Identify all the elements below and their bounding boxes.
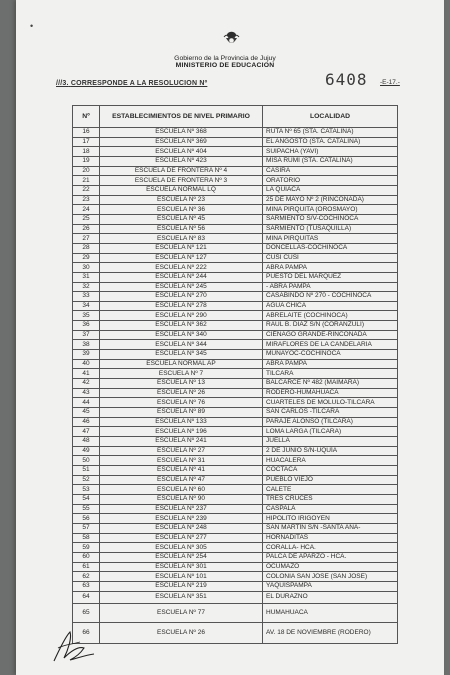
- page-reference: ///3.: [56, 80, 69, 87]
- row-locality: OCUMAZO: [263, 562, 398, 572]
- row-number: 49: [73, 446, 100, 456]
- margin-mark: •: [30, 21, 34, 31]
- row-number: 47: [73, 427, 100, 437]
- row-establishment: ESCUELA Nº 26: [100, 388, 263, 398]
- table-row: [73, 504, 398, 514]
- row-number: 45: [73, 408, 100, 418]
- table-row: [73, 514, 398, 524]
- row-locality: CUARTELES DE MOLULO-TILCARA: [263, 398, 398, 408]
- row-establishment: ESCUELA Nº 77: [100, 603, 263, 622]
- row-establishment: ESCUELA Nº 222: [100, 263, 263, 273]
- row-number: 32: [73, 282, 100, 292]
- table-row: [73, 437, 398, 447]
- row-locality: PUESTO DEL MARQUEZ: [263, 272, 398, 282]
- row-number: 16: [73, 128, 100, 138]
- row-locality: HUMAHUACA: [263, 603, 398, 622]
- row-locality: EL DURAZNO: [263, 591, 398, 603]
- row-establishment: ESCUELA Nº 369: [100, 137, 263, 147]
- row-establishment: ESCUELA Nº 219: [100, 581, 263, 591]
- row-locality: - ABRA PAMPA: [263, 282, 398, 292]
- row-number: 33: [73, 292, 100, 302]
- row-number: 23: [73, 195, 100, 205]
- table-row: [73, 301, 398, 311]
- row-locality: SARMIENTO (TUSAQUILLA): [263, 224, 398, 234]
- table-row: [73, 128, 398, 138]
- row-establishment: ESCUELA Nº 83: [100, 234, 263, 244]
- row-number: 58: [73, 533, 100, 543]
- row-locality: YAQUISPAMPA: [263, 581, 398, 591]
- row-establishment: ESCUELA Nº 31: [100, 456, 263, 466]
- table-row: [73, 552, 398, 562]
- table-row: [73, 369, 398, 379]
- row-establishment: ESCUELA Nº 368: [100, 128, 263, 138]
- row-locality: ORATORIO: [263, 176, 398, 186]
- table-row: [73, 330, 398, 340]
- row-locality: 25 DE MAYO Nº 2 (RINCONADA): [263, 195, 398, 205]
- row-locality: RUTA Nº 65 (STA. CATALINA): [263, 128, 398, 138]
- row-number: 26: [73, 224, 100, 234]
- table-row: [73, 622, 398, 643]
- table-row: [73, 398, 398, 408]
- row-number: 53: [73, 485, 100, 495]
- row-number: 30: [73, 263, 100, 273]
- row-locality: TILCARA: [263, 369, 398, 379]
- row-number: 57: [73, 523, 100, 533]
- handwritten-signature: [50, 628, 96, 664]
- row-number: 27: [73, 234, 100, 244]
- resolution-line: [56, 80, 207, 87]
- row-establishment: ESCUELA Nº 89: [100, 408, 263, 418]
- government-name: Gobierno de la Provincia de Jujuy: [174, 55, 276, 62]
- table-row: [73, 263, 398, 273]
- row-establishment: ESCUELA Nº 351: [100, 591, 263, 603]
- table-row: [73, 388, 398, 398]
- row-locality: SAN CARLOS -TILCARA: [263, 408, 398, 418]
- column-header-establishment: ESTABLECIMIENTOS DE NIVEL PRIMARIO: [100, 106, 263, 128]
- row-establishment: ESCUELA Nº 121: [100, 243, 263, 253]
- table-row: [73, 137, 398, 147]
- row-establishment: ESCUELA Nº 340: [100, 330, 263, 340]
- table-row: [73, 485, 398, 495]
- row-number: 18: [73, 147, 100, 157]
- table-row: [73, 446, 398, 456]
- row-establishment: ESCUELA Nº 23: [100, 195, 263, 205]
- row-number: 62: [73, 572, 100, 582]
- row-locality: AGUA CHICA: [263, 301, 398, 311]
- row-establishment: ESCUELA Nº 270: [100, 292, 263, 302]
- row-establishment: ESCUELA Nº 7: [100, 369, 263, 379]
- table-row: [73, 456, 398, 466]
- row-number: 51: [73, 465, 100, 475]
- table-body: [73, 128, 398, 644]
- row-locality: RODERO-HUMAHUACA: [263, 388, 398, 398]
- row-locality: BALCARCE Nº 482 (MAIMARA): [263, 379, 398, 389]
- row-number: 35: [73, 311, 100, 321]
- row-locality: MINA PIRQUITA (OROSMAYO): [263, 205, 398, 215]
- table-row: [73, 292, 398, 302]
- table-row: [73, 340, 398, 350]
- row-locality: COLONIA SAN JOSE (SAN JOSE): [263, 572, 398, 582]
- row-establishment: ESCUELA Nº 423: [100, 156, 263, 166]
- row-locality: COCTACA: [263, 465, 398, 475]
- row-locality: ABRA PAMPA: [263, 263, 398, 273]
- table-row: [73, 205, 398, 215]
- row-establishment: ESCUELA Nº 290: [100, 311, 263, 321]
- table-row: [73, 224, 398, 234]
- row-locality: LA QUIACA: [263, 185, 398, 195]
- row-establishment: ESCUELA Nº 245: [100, 282, 263, 292]
- table-row: [73, 311, 398, 321]
- row-establishment: ESCUELA Nº 60: [100, 485, 263, 495]
- table-row: [73, 166, 398, 176]
- row-locality: MISA RUMI (STA. CATALINA): [263, 156, 398, 166]
- row-number: 59: [73, 543, 100, 553]
- row-establishment: ESCUELA DE FRONTERA Nº 3: [100, 176, 263, 186]
- table-row: [73, 379, 398, 389]
- row-number: 24: [73, 205, 100, 215]
- row-number: 20: [73, 166, 100, 176]
- row-locality: CIÉNAGO GRANDE-RINCONADA: [263, 330, 398, 340]
- table-row: [73, 494, 398, 504]
- row-establishment: ESCUELA DE FRONTERA Nº 4: [100, 166, 263, 176]
- row-number: 22: [73, 185, 100, 195]
- row-establishment: ESCUELA Nº 27: [100, 446, 263, 456]
- row-locality: 2 DE JUNIO S/N-UQUÍA: [263, 446, 398, 456]
- row-establishment: ESCUELA Nº 278: [100, 301, 263, 311]
- table-row: [73, 185, 398, 195]
- row-locality: CASABINDO Nº 270 - COCHINOCA: [263, 292, 398, 302]
- row-locality: HORNADITAS: [263, 533, 398, 543]
- table-row: [73, 253, 398, 263]
- table-row: [73, 176, 398, 186]
- row-establishment: ESCUELA Nº 13: [100, 379, 263, 389]
- row-locality: LOMA LARGA (TILCARA): [263, 427, 398, 437]
- table-row: [73, 214, 398, 224]
- row-locality: DONCELLAS-COCHINOCA: [263, 243, 398, 253]
- table-row: [73, 282, 398, 292]
- row-locality: PARAJE ALONSO (TILCARA): [263, 417, 398, 427]
- row-locality: ABRELAITE (COCHINOCA): [263, 311, 398, 321]
- row-establishment: ESCUELA Nº 301: [100, 562, 263, 572]
- row-number: 43: [73, 388, 100, 398]
- row-number: 38: [73, 340, 100, 350]
- row-number: 44: [73, 398, 100, 408]
- row-number: 41: [73, 369, 100, 379]
- table-row: [73, 147, 398, 157]
- table-row: [73, 581, 398, 591]
- row-number: 42: [73, 379, 100, 389]
- row-locality: MIRAFLORES DE LA CANDELARIA: [263, 340, 398, 350]
- row-locality: MINA PIRQUITAS: [263, 234, 398, 244]
- column-header-locality: LOCALIDAD: [263, 106, 398, 128]
- table-row: [73, 427, 398, 437]
- row-establishment: ESCUELA Nº 305: [100, 543, 263, 553]
- row-establishment: ESCUELA Nº 56: [100, 224, 263, 234]
- row-establishment: ESCUELA Nº 277: [100, 533, 263, 543]
- row-locality: RAUL B. DIAZ S/N (CORANZULI): [263, 321, 398, 331]
- table-row: [73, 562, 398, 572]
- row-number: 55: [73, 504, 100, 514]
- table-row: [73, 350, 398, 360]
- row-number: 46: [73, 417, 100, 427]
- row-number: 66: [73, 622, 100, 643]
- row-establishment: ESCUELA Nº 101: [100, 572, 263, 582]
- row-locality: PUEBLO VIEJO: [263, 475, 398, 485]
- table-row: [73, 591, 398, 603]
- row-locality: JUELLA: [263, 437, 398, 447]
- row-establishment: ESCUELA Nº 239: [100, 514, 263, 524]
- province-seal-icon: [223, 29, 240, 48]
- row-establishment: ESCUELA Nº 90: [100, 494, 263, 504]
- table-row: [73, 523, 398, 533]
- row-establishment: ESCUELA Nº 47: [100, 475, 263, 485]
- row-number: 61: [73, 562, 100, 572]
- row-establishment: ESCUELA Nº 45: [100, 214, 263, 224]
- row-number: 64: [73, 591, 100, 603]
- resolution-label: CORRESPONDE A LA RESOLUCION Nº: [70, 80, 208, 87]
- table-row: [73, 234, 398, 244]
- row-establishment: ESCUELA Nº 248: [100, 523, 263, 533]
- row-establishment: ESCUELA Nº 362: [100, 321, 263, 331]
- ministry-name: MINISTERIO DE EDUCACION: [175, 62, 275, 69]
- row-locality: CALETE: [263, 485, 398, 495]
- row-establishment: ESCUELA NORMAL LQ: [100, 185, 263, 195]
- row-number: 37: [73, 330, 100, 340]
- row-number: 17: [73, 137, 100, 147]
- table-row: [73, 195, 398, 205]
- row-number: 63: [73, 581, 100, 591]
- row-number: 56: [73, 514, 100, 524]
- row-number: 50: [73, 456, 100, 466]
- table-row: [73, 272, 398, 282]
- table-row: [73, 475, 398, 485]
- row-establishment: ESCUELA Nº 244: [100, 272, 263, 282]
- row-establishment: ESCUELA Nº 133: [100, 417, 263, 427]
- row-locality: TRES CRUCES: [263, 494, 398, 504]
- row-number: 48: [73, 437, 100, 447]
- row-locality: CASPALÁ: [263, 504, 398, 514]
- row-locality: AV. 18 DE NOVIEMBRE (RODERO): [263, 622, 398, 643]
- row-number: 25: [73, 214, 100, 224]
- row-establishment: ESCUELA Nº 241: [100, 437, 263, 447]
- row-number: 60: [73, 552, 100, 562]
- table-row: [73, 359, 398, 369]
- column-header-number: Nº: [73, 106, 100, 128]
- row-establishment: ESCUELA Nº 41: [100, 465, 263, 475]
- table-row: [73, 243, 398, 253]
- row-establishment: ESCUELA Nº 36: [100, 205, 263, 215]
- row-establishment: ESCUELA Nº 345: [100, 350, 263, 360]
- row-number: 21: [73, 176, 100, 186]
- row-locality: SUIPACHA (YAVI): [263, 147, 398, 157]
- table-row: [73, 572, 398, 582]
- row-number: 52: [73, 475, 100, 485]
- row-locality: ABRA PAMPA: [263, 359, 398, 369]
- row-number: 36: [73, 321, 100, 331]
- row-locality: HUACALERA: [263, 456, 398, 466]
- table-row: [73, 408, 398, 418]
- schools-table: [72, 105, 398, 644]
- row-locality: MUÑAYOC-COCHINOCA: [263, 350, 398, 360]
- row-establishment: ESCUELA Nº 404: [100, 147, 263, 157]
- row-establishment: ESCUELA Nº 344: [100, 340, 263, 350]
- row-establishment: ESCUELA Nº 127: [100, 253, 263, 263]
- row-establishment: ESCUELA Nº 26: [100, 622, 263, 643]
- row-number: 34: [73, 301, 100, 311]
- row-establishment: ESCUELA NORMAL AP: [100, 359, 263, 369]
- row-number: 28: [73, 243, 100, 253]
- table-row: [73, 156, 398, 166]
- row-number: 65: [73, 603, 100, 622]
- table-row: [73, 465, 398, 475]
- row-locality: EL ANGOSTO (STA. CATALINA): [263, 137, 398, 147]
- table-row: [73, 603, 398, 622]
- row-number: 39: [73, 350, 100, 360]
- row-number: 19: [73, 156, 100, 166]
- row-establishment: ESCUELA Nº 254: [100, 552, 263, 562]
- table-row: [73, 543, 398, 553]
- resolution-suffix: -E-17.-: [380, 79, 400, 86]
- table-row: [73, 321, 398, 331]
- table-header-row: [73, 106, 398, 128]
- row-locality: CASIRA: [263, 166, 398, 176]
- row-locality: HIPOLITO IRIGOYEN: [263, 514, 398, 524]
- row-establishment: ESCUELA Nº 196: [100, 427, 263, 437]
- row-number: 40: [73, 359, 100, 369]
- row-number: 29: [73, 253, 100, 263]
- table-row: [73, 533, 398, 543]
- table-row: [73, 417, 398, 427]
- row-locality: CUSI CUSI: [263, 253, 398, 263]
- row-locality: PALCA DE APARZO - HCA.: [263, 552, 398, 562]
- resolution-number: 6408: [325, 70, 368, 89]
- row-establishment: ESCUELA Nº 76: [100, 398, 263, 408]
- row-number: 54: [73, 494, 100, 504]
- row-locality: CORALLA- HCA.: [263, 543, 398, 553]
- row-number: 31: [73, 272, 100, 282]
- row-locality: SAN MARTÍN S/N -SANTA ANA-: [263, 523, 398, 533]
- row-establishment: ESCUELA Nº 237: [100, 504, 263, 514]
- row-locality: SARMIENTO S/V-COCHINOCA: [263, 214, 398, 224]
